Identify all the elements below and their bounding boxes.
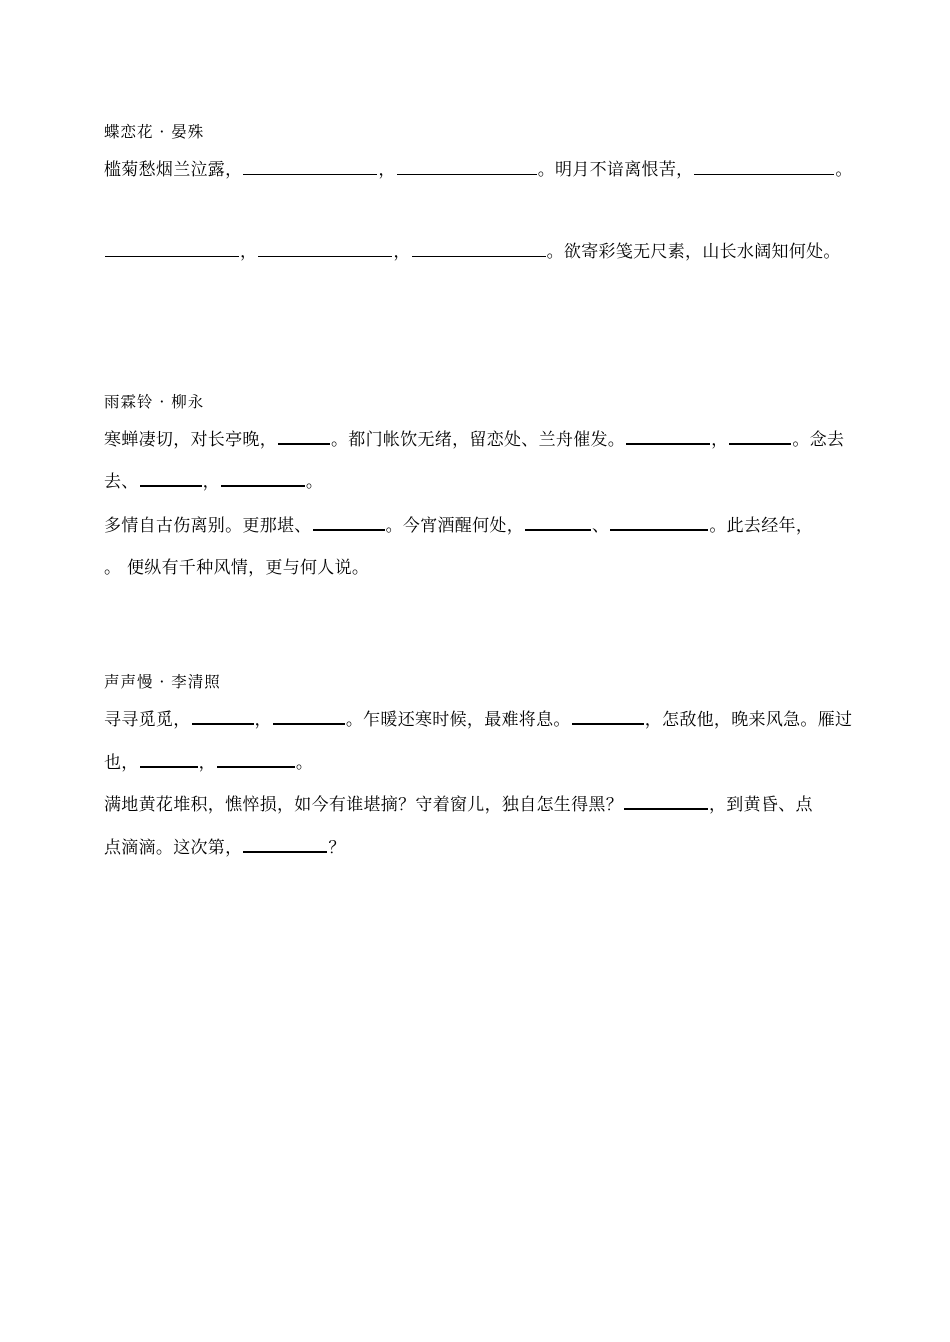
line-text: ？ [328,838,346,858]
answer-blank [610,515,708,531]
line-text: 。 [305,472,324,492]
answer-blank [105,242,239,257]
line-text: 。 [295,753,314,773]
answer-blank [140,752,198,768]
line-text: ，怎敌他，晚来风急。雁过 [644,710,853,730]
poem-line [104,240,841,264]
answer-blank [243,160,377,175]
poem-title: 声声慢 · 李清照 [104,673,221,691]
poem-line [104,836,346,860]
line-text: ， [378,160,396,180]
answer-blank [278,429,330,445]
line-text: 满地黄花堆积，憔悴损，如今有谁堪摘？守着窗儿，独自怎生得黑？ [104,795,623,815]
poem-title: 雨霖铃 · 柳永 [104,393,205,411]
line-text: ， [198,753,216,773]
line-text: 。明月不谙离恨苦， [537,160,694,180]
line-text: ， [711,430,729,450]
poem-line [104,514,813,538]
answer-blank [258,242,392,257]
answer-blank [626,429,710,445]
poem-title: 蝶恋花 · 晏殊 [104,123,205,141]
poem-line [104,556,369,580]
answer-blank [217,752,295,768]
line-text: 寻寻觅觅， [104,710,191,730]
poem-line [104,470,323,494]
answer-blank [694,160,834,175]
poem-line [104,793,813,817]
line-text: 、 [592,516,610,536]
line-text: 去、 [104,472,139,492]
line-text: 。念去 [792,430,845,450]
line-text: ，到黄昏、点 [709,795,813,815]
poem-line [104,158,853,182]
answer-blank [313,515,385,531]
answer-blank [140,471,202,487]
answer-blank [192,709,254,725]
line-text: 槛菊愁烟兰泣露， [104,160,243,180]
line-text: ， [202,472,220,492]
poem-line [104,751,313,775]
line-text: 。乍暖还寒时候，最难将息。 [345,710,571,730]
answer-blank [397,160,537,175]
line-text: 多情自古伤离别。更那堪、 [104,516,312,536]
line-text: 。 [835,160,853,180]
line-text: 。今宵酒醒何处， [385,516,525,536]
answer-blank [221,471,305,487]
answer-blank [572,709,644,725]
answer-blank [525,515,591,531]
line-text: 点滴滴。这次第， [104,838,243,858]
line-text: 。欲寄彩笺无尺素，山长水阔知何处。 [546,242,841,262]
line-text: 。 便纵有千种风情，更与何人说。 [104,558,370,578]
line-text: 寒蝉凄切，对长亭晚， [104,430,277,450]
line-text: ， [254,710,272,730]
line-text: ， [393,242,411,262]
line-text: 也， [104,753,139,773]
answer-blank [412,242,546,257]
line-text: ， [240,242,258,262]
answer-blank [273,709,345,725]
answer-blank [243,837,327,853]
answer-blank [729,429,791,445]
poem-line [104,708,852,732]
line-text: 。此去经年， [709,516,814,536]
poem-line [104,428,844,452]
line-text: 。都门帐饮无绪，留恋处、兰舟催发。 [331,430,626,450]
answer-blank [624,794,708,810]
